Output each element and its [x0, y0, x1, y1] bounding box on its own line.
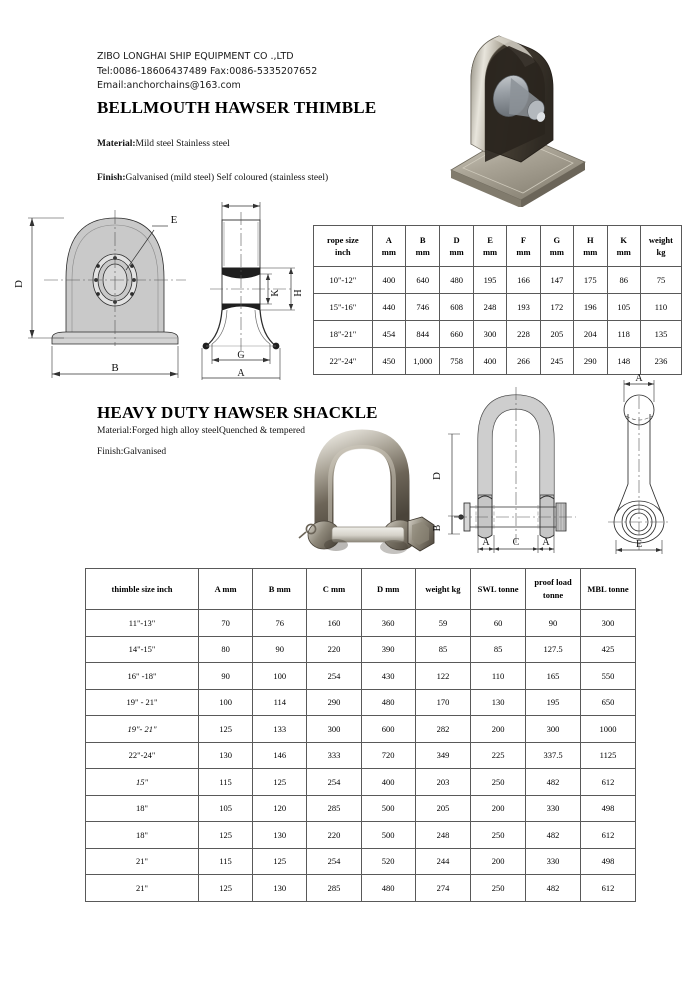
cell-value: 254	[307, 663, 361, 690]
cell-value: 454	[372, 321, 405, 348]
dim-label-d-shackle: D	[431, 472, 443, 480]
cell-value: 115	[199, 848, 253, 875]
cell-value: 330	[526, 848, 581, 875]
cell-value: 120	[253, 795, 307, 822]
cell-value: 130	[199, 742, 253, 769]
dim-label-d: D	[13, 280, 25, 288]
thimble-finish-label: Finish:	[97, 173, 126, 183]
cell-value: 333	[307, 742, 361, 769]
cell-value: 60	[471, 610, 526, 637]
th-a: A mm	[372, 226, 405, 267]
th-g: G mm	[540, 226, 573, 267]
th-proof-load: proof load tonne	[526, 569, 581, 610]
dim-label-b: B	[111, 362, 119, 374]
th-f: F mm	[507, 226, 540, 267]
cell-value: 550	[580, 663, 635, 690]
cell-value: 400	[473, 348, 506, 375]
cell-value: 130	[253, 822, 307, 849]
cell-value: 300	[526, 716, 581, 743]
cell-value: 125	[253, 848, 307, 875]
cell-value: 170	[415, 689, 470, 716]
table-row	[314, 294, 682, 321]
cell-value: 146	[253, 742, 307, 769]
cell-thimble-size: 18"	[86, 795, 199, 822]
cell-value: 300	[580, 610, 635, 637]
th-c-mm: C mm	[307, 569, 361, 610]
cell-thimble-size: 11"-13"	[86, 610, 199, 637]
cell-value: 166	[507, 267, 540, 294]
company-phone: Tel:0086-18606437489 Fax:0086-5335207652	[97, 65, 318, 77]
cell-value: 250	[471, 822, 526, 849]
shackle-dim-labels-left	[426, 430, 460, 545]
cell-value: 390	[361, 636, 415, 663]
dim-label-c: C	[512, 537, 520, 548]
cell-value: 85	[415, 636, 470, 663]
cell-thimble-size: 21"	[86, 848, 199, 875]
cell-value: 285	[307, 875, 361, 902]
cell-thimble-size: 19" - 21"	[86, 689, 199, 716]
cell-value: 844	[406, 321, 440, 348]
cell-value: 500	[361, 822, 415, 849]
cell-value: 196	[574, 294, 607, 321]
table-row	[86, 636, 636, 663]
table-row	[86, 689, 636, 716]
company-name: ZIBO LONGHAI SHIP EQUIPMENT CO .,LTD	[97, 51, 294, 62]
table-row	[86, 769, 636, 796]
cell-value: 195	[526, 689, 581, 716]
cell-value: 76	[253, 610, 307, 637]
cell-value: 660	[440, 321, 473, 348]
cell-value: 337.5	[526, 742, 581, 769]
th-b-mm: B mm	[253, 569, 307, 610]
cell-thimble-size: 14"-15"	[86, 636, 199, 663]
cell-value: 274	[415, 875, 470, 902]
cell-value: 1125	[580, 742, 635, 769]
cell-value: 75	[640, 267, 681, 294]
cell-value: 482	[526, 875, 581, 902]
cell-value: 204	[574, 321, 607, 348]
cell-value: 172	[540, 294, 573, 321]
cell-value: 110	[640, 294, 681, 321]
cell-value: 244	[415, 848, 470, 875]
dim-label-h: H	[293, 289, 304, 297]
cell-value: 400	[361, 769, 415, 796]
dim-label-e: E	[170, 214, 178, 226]
cell-rope-size: 18"-21"	[314, 321, 373, 348]
cell-value: 100	[253, 663, 307, 690]
cell-thimble-size: 18"	[86, 822, 199, 849]
th-rope-size: rope size inch	[314, 226, 373, 267]
page-title-thimble: BELLMOUTH HAWSER THIMBLE	[97, 98, 377, 117]
cell-value: 228	[507, 321, 540, 348]
company-header	[97, 50, 427, 94]
cell-value: 482	[526, 822, 581, 849]
cell-value: 290	[574, 348, 607, 375]
cell-value: 130	[471, 689, 526, 716]
cell-value: 480	[361, 689, 415, 716]
dim-label-a: A	[237, 368, 245, 379]
cell-value: 1,000	[406, 348, 440, 375]
cell-value: 500	[361, 795, 415, 822]
thimble-front-view-drawing	[8, 196, 194, 381]
cell-value: 114	[253, 689, 307, 716]
cell-value: 300	[307, 716, 361, 743]
cell-value: 480	[361, 875, 415, 902]
th-d-mm: D mm	[361, 569, 415, 610]
cell-value: 282	[415, 716, 470, 743]
cell-value: 160	[307, 610, 361, 637]
th-e: E mm	[473, 226, 506, 267]
cell-value: 220	[307, 822, 361, 849]
dim-label-a-top: A	[635, 373, 643, 384]
th-thimble-size: thimble size inch	[86, 569, 199, 610]
cell-value: 100	[199, 689, 253, 716]
cell-value: 254	[307, 769, 361, 796]
thimble-material-label: Material:	[97, 139, 136, 149]
shackle-dimensions-table	[85, 568, 636, 902]
cell-value: 122	[415, 663, 470, 690]
cell-value: 225	[471, 742, 526, 769]
cell-value: 254	[307, 848, 361, 875]
cell-value: 127.5	[526, 636, 581, 663]
th-b: B mm	[406, 226, 440, 267]
cell-value: 758	[440, 348, 473, 375]
cell-value: 250	[471, 769, 526, 796]
cell-value: 480	[440, 267, 473, 294]
cell-rope-size: 10"-12"	[314, 267, 373, 294]
cell-value: 110	[471, 663, 526, 690]
cell-value: 200	[471, 795, 526, 822]
cell-value: 300	[473, 321, 506, 348]
cell-value: 165	[526, 663, 581, 690]
table-row	[314, 348, 682, 375]
shackle-finish-line: Finish:Galvanised	[97, 447, 167, 457]
cell-value: 125	[253, 769, 307, 796]
cell-value: 118	[607, 321, 640, 348]
cell-value: 266	[507, 348, 540, 375]
cell-value: 482	[526, 769, 581, 796]
table-row	[86, 663, 636, 690]
company-email: Email:anchorchains@163.com	[97, 80, 241, 91]
cell-value: 290	[307, 689, 361, 716]
dim-label-e-shackle: E	[635, 539, 643, 550]
cell-thimble-size: 21"	[86, 875, 199, 902]
thimble-material-line	[97, 138, 230, 151]
th-k: K mm	[607, 226, 640, 267]
cell-value: 640	[406, 267, 440, 294]
cell-value: 90	[526, 610, 581, 637]
cell-value: 86	[607, 267, 640, 294]
cell-value: 720	[361, 742, 415, 769]
cell-value: 600	[361, 716, 415, 743]
th-d: D mm	[440, 226, 473, 267]
cell-value: 450	[372, 348, 405, 375]
cell-value: 125	[199, 822, 253, 849]
shackle-elevation-drawing	[452, 385, 580, 557]
cell-value: 80	[199, 636, 253, 663]
cell-value: 349	[415, 742, 470, 769]
cell-value: 612	[580, 769, 635, 796]
shackle-material-line: Material:Forged high alloy steelQuenched & tempered	[97, 426, 305, 436]
cell-thimble-size: 19"- 21"	[86, 716, 199, 743]
cell-value: 130	[253, 875, 307, 902]
cell-value: 90	[199, 663, 253, 690]
cell-value: 105	[199, 795, 253, 822]
th-a-mm: A mm	[199, 569, 253, 610]
cell-value: 248	[415, 822, 470, 849]
cell-value: 193	[507, 294, 540, 321]
cell-value: 85	[471, 636, 526, 663]
table-header-row	[86, 569, 636, 610]
shackle-profile-view-drawing	[592, 372, 688, 560]
thimble-finish-value: Galvanised (mild steel) Self coloured (stainless steel)	[125, 173, 329, 183]
cell-value: 70	[199, 610, 253, 637]
cell-value: 115	[199, 769, 253, 796]
cell-value: 285	[307, 795, 361, 822]
bellmouth-thimble-photo	[437, 22, 597, 207]
table-header-row	[314, 226, 682, 267]
thimble-finish-line	[97, 172, 328, 185]
cell-value: 59	[415, 610, 470, 637]
cell-rope-size: 15"-16"	[314, 294, 373, 321]
cell-value: 360	[361, 610, 415, 637]
th-weight: weight kg	[640, 226, 681, 267]
th-weight-kg: weight kg	[415, 569, 470, 610]
cell-value: 133	[253, 716, 307, 743]
cell-value: 135	[640, 321, 681, 348]
cell-value: 498	[580, 795, 635, 822]
cell-value: 203	[415, 769, 470, 796]
cell-value: 125	[199, 875, 253, 902]
th-h: H mm	[574, 226, 607, 267]
dim-label-a-right: A	[542, 537, 550, 548]
cell-value: 195	[473, 267, 506, 294]
table-row	[86, 875, 636, 902]
cell-value: 650	[580, 689, 635, 716]
cell-value: 205	[540, 321, 573, 348]
thimble-material-value: Mild steel Stainless steel	[135, 139, 230, 149]
cell-thimble-size: 15"	[86, 769, 199, 796]
cell-value: 248	[473, 294, 506, 321]
table-row	[86, 795, 636, 822]
table-row	[86, 716, 636, 743]
cell-value: 250	[471, 875, 526, 902]
cell-value: 425	[580, 636, 635, 663]
dim-label-b-shackle: B	[432, 524, 443, 532]
th-swl: SWL tonne	[471, 569, 526, 610]
dim-label-a-left: A	[482, 537, 490, 548]
cell-value: 612	[580, 822, 635, 849]
table-row	[314, 321, 682, 348]
cell-value: 440	[372, 294, 405, 321]
cell-value: 90	[253, 636, 307, 663]
table-row	[86, 848, 636, 875]
dim-label-g: G	[237, 350, 245, 361]
cell-value: 175	[574, 267, 607, 294]
cell-value: 520	[361, 848, 415, 875]
cell-value: 125	[199, 716, 253, 743]
th-mbl: MBL tonne	[580, 569, 635, 610]
cell-value: 608	[440, 294, 473, 321]
thimble-dimensions-table	[313, 225, 682, 375]
cell-rope-size: 22"-24"	[314, 348, 373, 375]
cell-value: 105	[607, 294, 640, 321]
cell-value: 205	[415, 795, 470, 822]
cell-value: 220	[307, 636, 361, 663]
cell-value: 498	[580, 848, 635, 875]
cell-thimble-size: 16" -18"	[86, 663, 199, 690]
cell-value: 200	[471, 848, 526, 875]
cell-value: 330	[526, 795, 581, 822]
cell-thimble-size: 22"-24"	[86, 742, 199, 769]
cell-value: 147	[540, 267, 573, 294]
cell-value: 148	[607, 348, 640, 375]
thimble-section-view-drawing	[196, 196, 316, 381]
page-title-shackle: HEAVY DUTY HAWSER SHACKLE	[97, 403, 378, 422]
table-row	[314, 267, 682, 294]
table-row	[86, 822, 636, 849]
table-row	[86, 742, 636, 769]
cell-value: 200	[471, 716, 526, 743]
cell-value: 236	[640, 348, 681, 375]
dim-label-k: K	[270, 289, 281, 297]
cell-value: 612	[580, 875, 635, 902]
cell-value: 746	[406, 294, 440, 321]
cell-value: 1000	[580, 716, 635, 743]
cell-value: 430	[361, 663, 415, 690]
cell-value: 400	[372, 267, 405, 294]
table-row	[86, 610, 636, 637]
cell-value: 245	[540, 348, 573, 375]
